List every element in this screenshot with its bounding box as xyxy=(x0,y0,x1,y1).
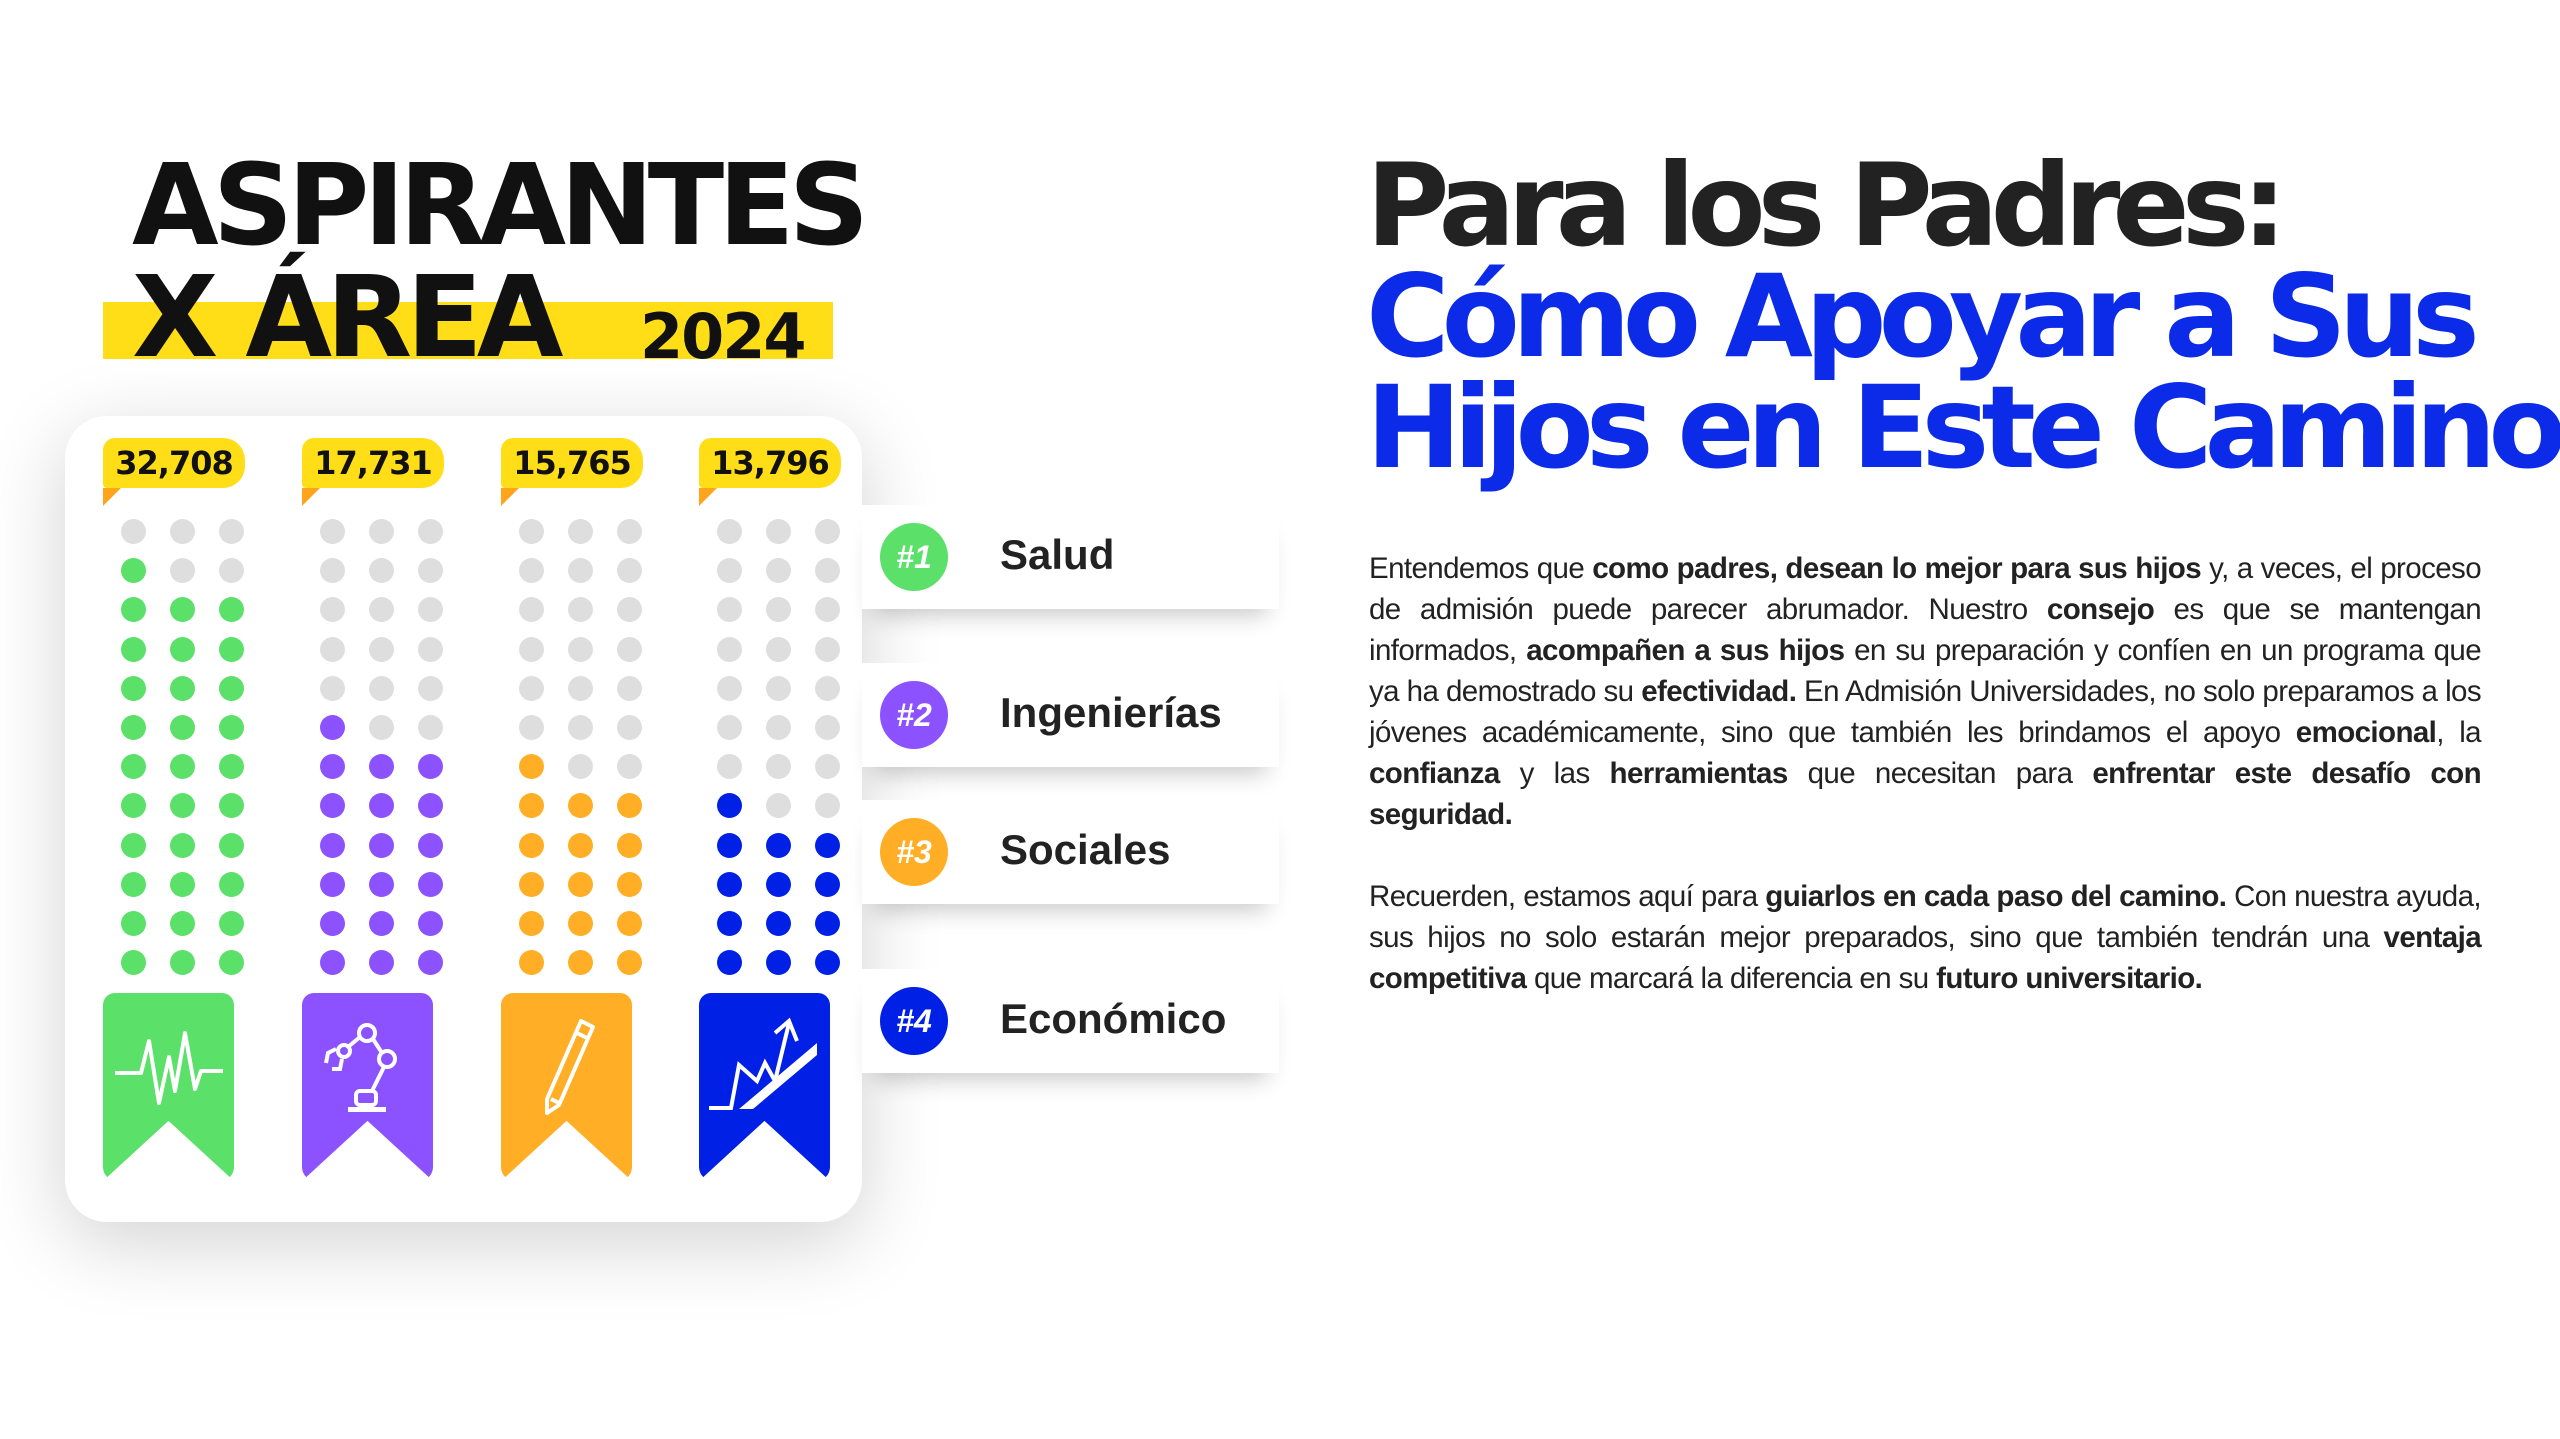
dot-filled xyxy=(369,950,394,975)
bold-text: herramientas xyxy=(1609,757,1788,790)
dot-filled xyxy=(170,833,195,858)
dot-filled xyxy=(170,950,195,975)
value-label: 13,796 xyxy=(699,438,841,488)
text: y las xyxy=(1499,757,1610,790)
dot-filled xyxy=(170,637,195,662)
dot-filled xyxy=(519,872,544,897)
dot-empty xyxy=(815,597,840,622)
bold-text: ventaja competitiva xyxy=(1369,921,2481,995)
dot-filled xyxy=(170,793,195,818)
dot-filled xyxy=(121,950,146,975)
text: y, a veces, el proceso de admisión puede parecer abrumador. Nuestro xyxy=(1369,552,2482,626)
value-label: 15,765 xyxy=(501,438,643,488)
dot-empty xyxy=(519,519,544,544)
dot-empty xyxy=(568,519,593,544)
dot-filled xyxy=(369,793,394,818)
bold-text: emocional xyxy=(2295,716,2437,749)
tag-tail xyxy=(699,488,717,506)
text: Entendemos que xyxy=(1369,552,1593,585)
dot-filled xyxy=(568,911,593,936)
text: Con nuestra ayuda, sus hijos no solo estarán mejor preparados, sino que también tendrán una xyxy=(1369,880,2481,954)
bold-text: efectividad. xyxy=(1641,675,1797,708)
ranking-item xyxy=(862,663,1279,767)
dot-filled xyxy=(766,833,791,858)
rank-label: Ingenierías xyxy=(1000,689,1222,736)
bold-text: como padres, desean lo mejor para sus hijos xyxy=(1592,552,2202,585)
infographic-year: 2024 xyxy=(640,300,805,373)
dot-filled xyxy=(320,793,345,818)
dot-empty xyxy=(766,558,791,583)
dot-empty xyxy=(519,637,544,662)
dot-empty xyxy=(418,597,443,622)
dot-empty xyxy=(320,597,345,622)
dot-filled xyxy=(320,950,345,975)
dot-filled xyxy=(418,872,443,897)
paragraph-1 xyxy=(1369,548,2481,835)
dot-empty xyxy=(617,637,642,662)
dot-filled xyxy=(121,911,146,936)
dot-empty xyxy=(766,519,791,544)
dot-empty xyxy=(717,558,742,583)
text: es que se mantengan informados, xyxy=(1369,593,2481,667)
dot-empty xyxy=(369,558,394,583)
text: , la xyxy=(2436,716,2481,749)
heading-line3: Hijos en Este Camino xyxy=(1366,361,2559,494)
dot-filled xyxy=(369,911,394,936)
dot-empty xyxy=(219,519,244,544)
dot-filled xyxy=(568,793,593,818)
rank-badge: #3 xyxy=(880,818,948,886)
dot-filled xyxy=(519,754,544,779)
dot-filled xyxy=(320,754,345,779)
dot-empty xyxy=(369,715,394,740)
dot-filled xyxy=(170,872,195,897)
ranking-item xyxy=(862,800,1279,904)
bold-text: acompañen a sus hijos xyxy=(1526,634,1845,667)
dot-empty xyxy=(815,676,840,701)
dot-filled xyxy=(170,911,195,936)
dot-filled xyxy=(219,676,244,701)
category-ribbon xyxy=(103,993,234,1181)
dot-filled xyxy=(121,793,146,818)
dot-filled xyxy=(717,833,742,858)
dot-filled xyxy=(219,950,244,975)
dot-empty xyxy=(717,519,742,544)
dot-filled xyxy=(219,911,244,936)
dot-filled xyxy=(815,872,840,897)
dot-filled xyxy=(519,793,544,818)
dot-empty xyxy=(320,637,345,662)
rank-badge: #1 xyxy=(880,523,948,591)
dot-empty xyxy=(418,715,443,740)
dot-empty xyxy=(617,519,642,544)
text: que marcará la diferencia en su xyxy=(1526,962,1937,995)
dot-filled xyxy=(519,950,544,975)
dot-filled xyxy=(369,833,394,858)
dot-empty xyxy=(766,637,791,662)
dot-filled xyxy=(766,950,791,975)
dot-empty xyxy=(519,558,544,583)
dot-empty xyxy=(617,597,642,622)
dot-filled xyxy=(418,833,443,858)
dot-filled xyxy=(617,872,642,897)
value-label: 32,708 xyxy=(103,438,245,488)
dot-filled xyxy=(717,950,742,975)
dot-filled xyxy=(320,911,345,936)
rank-label: Económico xyxy=(1000,995,1227,1042)
dot-empty xyxy=(519,676,544,701)
pictogram-chart-card xyxy=(65,416,862,1222)
dot-empty xyxy=(568,754,593,779)
dot-filled xyxy=(369,754,394,779)
text: en su preparación y confíen en un programa que ya ha demostrado su xyxy=(1369,634,2481,708)
heading-line2: Cómo Apoyar a Sus xyxy=(1366,250,2472,383)
dot-filled xyxy=(219,597,244,622)
dot-filled xyxy=(568,950,593,975)
bold-text: guiarlos en cada paso del camino. xyxy=(1765,880,2227,913)
dot-empty xyxy=(568,597,593,622)
dot-empty xyxy=(617,676,642,701)
dot-empty xyxy=(320,519,345,544)
dot-filled xyxy=(617,950,642,975)
category-ribbon xyxy=(501,993,632,1181)
dot-filled xyxy=(170,715,195,740)
dot-filled xyxy=(121,754,146,779)
dot-filled xyxy=(717,793,742,818)
dot-empty xyxy=(219,558,244,583)
bold-text: futuro universitario. xyxy=(1936,962,2203,995)
robot-arm-icon xyxy=(312,1013,423,1124)
dot-filled xyxy=(815,911,840,936)
dot-filled xyxy=(170,754,195,779)
dot-empty xyxy=(617,754,642,779)
ranking-item xyxy=(862,969,1279,1073)
bold-text: enfrentar este desafío con seguridad. xyxy=(1369,757,2481,831)
dot-filled xyxy=(717,911,742,936)
dot-empty xyxy=(568,558,593,583)
body-text xyxy=(1369,548,2481,1040)
dot-empty xyxy=(717,715,742,740)
dot-empty xyxy=(418,519,443,544)
dot-filled xyxy=(418,911,443,936)
dot-filled xyxy=(121,597,146,622)
tag-tail xyxy=(103,488,121,506)
dot-empty xyxy=(815,558,840,583)
dot-filled xyxy=(617,911,642,936)
dot-empty xyxy=(519,597,544,622)
dot-empty xyxy=(815,519,840,544)
dot-filled xyxy=(219,637,244,662)
category-ribbon xyxy=(699,993,830,1181)
dot-filled xyxy=(170,676,195,701)
dot-filled xyxy=(121,558,146,583)
infographic-title-line2: X ÁREA xyxy=(132,253,558,383)
dot-empty xyxy=(766,793,791,818)
dot-filled xyxy=(815,950,840,975)
dot-empty xyxy=(369,676,394,701)
dot-filled xyxy=(121,833,146,858)
value-label: 17,731 xyxy=(302,438,444,488)
dot-empty xyxy=(815,793,840,818)
dot-filled xyxy=(121,715,146,740)
dot-filled xyxy=(219,793,244,818)
dot-filled xyxy=(320,833,345,858)
dot-filled xyxy=(418,950,443,975)
dot-empty xyxy=(320,558,345,583)
dot-empty xyxy=(170,558,195,583)
pencil-icon xyxy=(511,1013,622,1124)
text: que necesitan para xyxy=(1787,757,2093,790)
dot-empty xyxy=(717,754,742,779)
dot-filled xyxy=(766,872,791,897)
dot-empty xyxy=(766,676,791,701)
dot-empty xyxy=(617,558,642,583)
dot-filled xyxy=(121,676,146,701)
dot-filled xyxy=(519,833,544,858)
dot-empty xyxy=(369,597,394,622)
dot-empty xyxy=(717,597,742,622)
dot-empty xyxy=(568,676,593,701)
dot-empty xyxy=(418,637,443,662)
dot-empty xyxy=(519,715,544,740)
dot-empty xyxy=(766,715,791,740)
infographic-title-line1: ASPIRANTES xyxy=(132,141,864,271)
tag-tail xyxy=(302,488,320,506)
dot-empty xyxy=(418,676,443,701)
dot-empty xyxy=(170,519,195,544)
dot-filled xyxy=(717,872,742,897)
bold-text: consejo xyxy=(2046,593,2155,626)
growth-chart-icon xyxy=(709,1013,820,1124)
rank-label: Salud xyxy=(1000,531,1115,578)
dot-empty xyxy=(617,715,642,740)
dot-empty xyxy=(369,637,394,662)
dot-empty xyxy=(369,519,394,544)
dot-filled xyxy=(320,872,345,897)
category-ribbon xyxy=(302,993,433,1181)
dot-filled xyxy=(617,793,642,818)
dot-filled xyxy=(121,872,146,897)
text: En Admisión Universidades, no solo preparamos a los jóvenes académicamente, sino que también les brindamos el apoyo xyxy=(1369,675,2481,749)
dot-empty xyxy=(418,558,443,583)
dot-filled xyxy=(766,911,791,936)
bold-text: confianza xyxy=(1369,757,1500,790)
dot-filled xyxy=(418,793,443,818)
rank-label: Sociales xyxy=(1000,826,1171,873)
dot-empty xyxy=(815,637,840,662)
dot-empty xyxy=(320,676,345,701)
dot-filled xyxy=(568,872,593,897)
dot-empty xyxy=(766,754,791,779)
dot-filled xyxy=(121,637,146,662)
rank-badge: #2 xyxy=(880,681,948,749)
dot-empty xyxy=(121,519,146,544)
dot-filled xyxy=(617,833,642,858)
dot-filled xyxy=(568,833,593,858)
heartbeat-icon xyxy=(113,1013,224,1124)
dot-filled xyxy=(219,715,244,740)
heading-line1: Para los Padres: xyxy=(1366,139,2280,272)
dot-filled xyxy=(369,872,394,897)
dot-filled xyxy=(219,872,244,897)
tag-tail xyxy=(501,488,519,506)
dot-filled xyxy=(418,754,443,779)
dot-empty xyxy=(766,597,791,622)
dot-empty xyxy=(568,715,593,740)
dot-empty xyxy=(717,676,742,701)
dot-filled xyxy=(815,833,840,858)
rank-badge: #4 xyxy=(880,987,948,1055)
dot-filled xyxy=(219,833,244,858)
dot-filled xyxy=(170,597,195,622)
dot-filled xyxy=(219,754,244,779)
dot-filled xyxy=(519,911,544,936)
ranking-item xyxy=(862,505,1279,609)
dot-empty xyxy=(568,637,593,662)
paragraph-2 xyxy=(1369,876,2481,999)
text: Recuerden, estamos aquí para xyxy=(1369,880,1766,913)
dot-empty xyxy=(815,715,840,740)
dot-empty xyxy=(815,754,840,779)
dot-filled xyxy=(320,715,345,740)
dot-empty xyxy=(717,637,742,662)
